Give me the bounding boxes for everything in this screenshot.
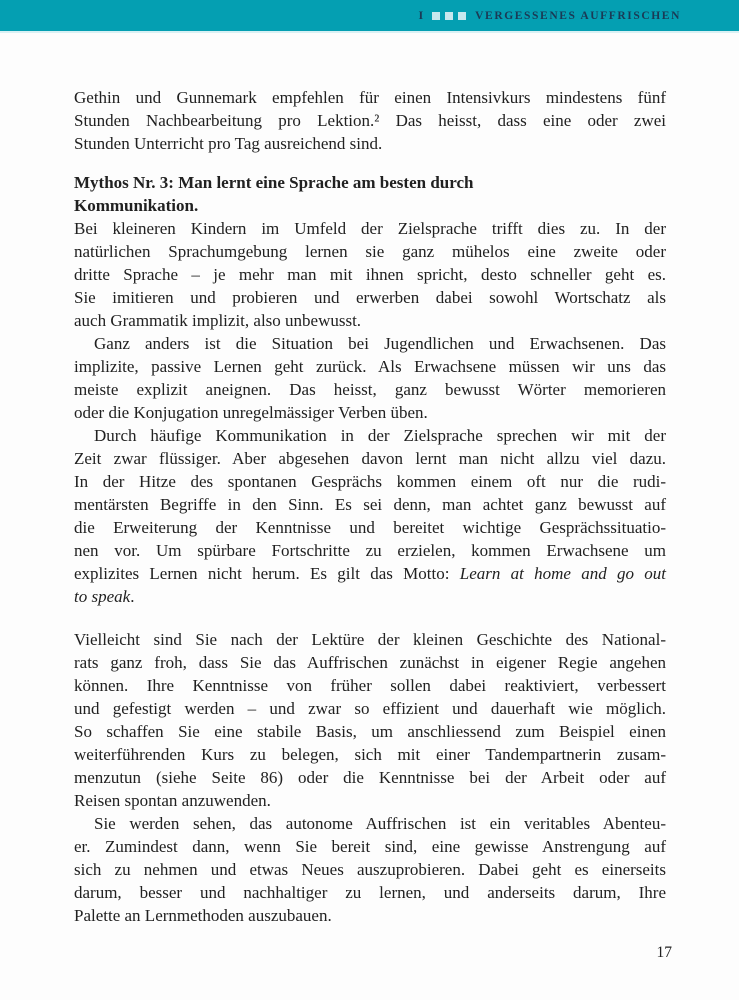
text-line: Reisen spontan anzuwenden.: [74, 791, 271, 810]
paragraph: [74, 332, 666, 424]
text-block: [74, 86, 666, 927]
text-line: sich zu nehmen und etwas Neues auszuprobieren. Dabei geht es einerseits: [74, 860, 666, 879]
text-line: natürlichen Sprachumgebung lernen sie ganz mühelos eine zweite oder: [74, 242, 666, 261]
text-line: nen vor. Um spürbare Fortschritte zu erzielen, kommen Erwachsene um: [74, 541, 666, 560]
text-line: mentärsten Begriffe in den Sinn. Es sei denn, man achtet ganz bewusst auf: [74, 495, 666, 514]
section-heading: [74, 171, 666, 217]
text-line: menzutun (siehe Seite 86) oder die Kenntnisse bei der Arbeit oder auf: [74, 768, 666, 787]
text-line: In der Hitze des spontanen Gesprächs kommen einem oft nur die rudi-: [74, 472, 666, 491]
text-line: Stunden Unterricht pro Tag ausreichend sind.: [74, 134, 383, 153]
chapter-numeral: I: [418, 8, 425, 22]
chapter-square-icon: [432, 12, 440, 20]
text-line: Sie imitieren und probieren und erwerben dabei sowohl Wortschatz als: [74, 288, 666, 307]
chapter-header-bar: [0, 0, 739, 33]
text-line: explizites Lernen nicht herum. Es gilt das Motto: Learn at home and go out: [74, 564, 666, 583]
paragraph: [74, 217, 666, 332]
text-line: darum, besser und nachhaltiger zu lernen, und anderseits darum, Ihre: [74, 883, 666, 902]
text-line: auch Grammatik implizit, also unbewusst.: [74, 311, 362, 330]
text-line: Durch häufige Kommunikation in der Zielsprache sprechen wir mit der: [94, 426, 666, 445]
paragraph: [74, 86, 666, 155]
text-line: weiterführenden Kurs zu belegen, sich mit einer Tandempartnerin zusam-: [74, 745, 666, 764]
text-line: Gethin und Gunnemark empfehlen für einen Intensivkurs mindestens fünf: [74, 88, 666, 107]
text-line: Bei kleineren Kindern im Umfeld der Zielsprache trifft dies zu. In der: [74, 219, 666, 238]
chapter-marker-squares: [432, 12, 466, 20]
text-line: to speak.: [74, 587, 135, 606]
text-line: Mythos Nr. 3: Man lernt eine Sprache am besten durch: [74, 173, 474, 192]
text-line: Ganz anders ist die Situation bei Jugendlichen und Erwachsenen. Das: [94, 334, 666, 353]
text-line: Stunden Nachbearbeitung pro Lektion.² Das heisst, dass eine oder zwei: [74, 111, 666, 130]
paragraph: [74, 812, 666, 927]
text-line: meiste explizit aneignen. Das heisst, ganz bewusst Wörter memorieren: [74, 380, 666, 399]
text-line: So schaffen Sie eine stabile Basis, um anschliessend zum Beispiel einen: [74, 722, 666, 741]
chapter-square-icon: [445, 12, 453, 20]
text-line: Palette an Lernmethoden auszubauen.: [74, 906, 332, 925]
text-line: und gefestigt werden – und zwar so effizient und dauerhaft wie möglich.: [74, 699, 666, 718]
chapter-square-icon: [458, 12, 466, 20]
text-line: Sie werden sehen, das autonome Auffrischen ist ein veritables Abenteu-: [94, 814, 666, 833]
text-line: rats ganz froh, dass Sie das Auffrischen zunächst in eigener Regie angehen: [74, 653, 666, 672]
text-line: Vielleicht sind Sie nach der Lektüre der kleinen Geschichte des National-: [74, 630, 666, 649]
paragraph: [74, 424, 666, 608]
text-line: Zeit zwar flüssiger. Aber abgesehen davon lernt man nicht allzu viel dazu.: [74, 449, 666, 468]
text-line: dritte Sprache – je mehr man mit ihnen spricht, desto schneller geht es.: [74, 265, 666, 284]
page-number: 17: [656, 944, 672, 961]
paragraph: [74, 628, 666, 812]
chapter-title: VERGESSENES AUFFRISCHEN: [475, 9, 681, 22]
text-line: implizite, passive Lernen geht zurück. Als Erwachsene müssen wir uns das: [74, 357, 666, 376]
text-line: können. Ihre Kenntnisse von früher sollen dabei reaktiviert, verbessert: [74, 676, 666, 695]
text-line: oder die Konjugation unregelmässiger Verben üben.: [74, 403, 428, 422]
text-line: er. Zumindest dann, wenn Sie bereit sind, eine gewisse Anstrengung auf: [74, 837, 666, 856]
text-line: Kommunikation.: [74, 196, 199, 215]
text-line: die Erweiterung der Kenntnisse und bereitet wichtige Gesprächssituatio-: [74, 518, 666, 537]
